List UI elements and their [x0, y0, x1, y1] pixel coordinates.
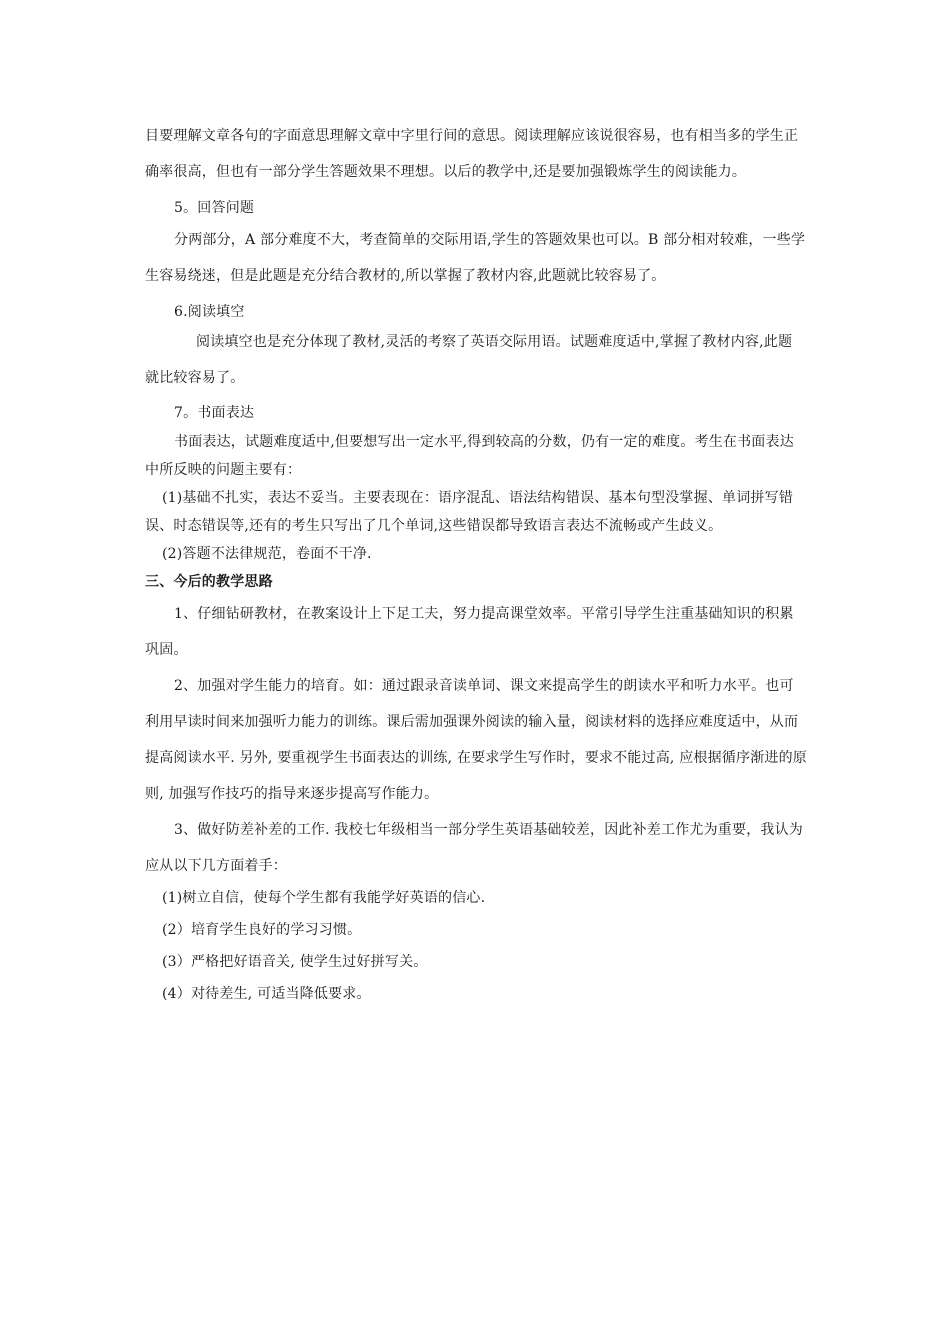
section-heading-3: 三、今后的教学思路	[145, 574, 273, 590]
section-heading-6: 6.阅读填空	[174, 304, 245, 320]
paragraph-line: 书面表达，试题难度适中,但要想写出一定水平,得到较高的分数，仍有一定的难度。考生在书面表达	[174, 434, 794, 450]
paragraph-line: 则, 加强写作技巧的指导来逐步提高写作能力。	[145, 786, 439, 802]
paragraph-line: 确率很高，但也有一部分学生答题效果不理想。以后的教学中,还是要加强锻炼学生的阅读能力。	[145, 164, 747, 180]
paragraph-line: 1、仔细钻研教材，在教案设计上下足工夫，努力提高课堂效率。平常引导学生注重基础知识的积累	[174, 606, 794, 622]
paragraph-line: 阅读填空也是充分体现了教材,灵活的考察了英语交际用语。试题难度适中,掌握了教材内容,此题	[196, 334, 793, 350]
paragraph-line: 就比较容易了。	[145, 370, 245, 386]
paragraph-line: 中所反映的问题主要有：	[145, 462, 302, 478]
section-heading-5: 5。回答问题	[174, 200, 255, 216]
paragraph-line: 2、加强对学生能力的培育。如：通过跟录音读单词、课文来提高学生的朗读水平和听力水平。也可	[174, 678, 794, 694]
list-item: (2）培育学生良好的学习习惯。	[162, 922, 362, 938]
list-item: (4）对待差生, 可适当降低要求。	[162, 986, 371, 1002]
list-item: (3）严格把好语音关, 使学生过好拼写关。	[162, 954, 428, 970]
list-item: (1)基础不扎实，表达不妥当。主要表现在：语序混乱、语法结构错误、基本句型没掌握、单词拼写错	[162, 490, 794, 506]
list-item: (2)答题不法律规范，卷面不干净.	[162, 546, 372, 562]
paragraph-line: 生容易绕迷，但是此题是充分结合教材的,所以掌握了教材内容,此题就比较容易了。	[145, 268, 666, 284]
paragraph-line: 巩固。	[145, 642, 188, 658]
paragraph-line: 分两部分，A 部分难度不大，考查简单的交际用语,学生的答题效果也可以。B 部分相对较难，一些学	[174, 232, 806, 248]
paragraph-line: 3、做好防差补差的工作. 我校七年级相当一部分学生英语基础较差，因此补差工作尤为重要，我认为	[174, 822, 804, 838]
paragraph-line: 误、时态错误等,还有的考生只写出了几个单词,这些错误都导致语言表达不流畅或产生歧义。	[145, 518, 723, 534]
list-item: (1)树立自信，使每个学生都有我能学好英语的信心.	[162, 890, 486, 906]
paragraph-line: 目要理解文章各句的字面意思理解文章中字里行间的意思。阅读理解应该说很容易，也有相当多的学生正	[145, 128, 799, 144]
section-heading-7: 7。书面表达	[174, 405, 255, 421]
paragraph-line: 应从以下几方面着手：	[145, 858, 287, 874]
paragraph-line: 利用早读时间来加强听力能力的训练。课后需加强课外阅读的输入量，阅读材料的选择应难度适中，从而	[145, 714, 799, 730]
paragraph-line: 提高阅读水平. 另外, 要重视学生书面表达的训练, 在要求学生写作时，要求不能过高, 应根据循序渐进的原	[145, 750, 807, 766]
